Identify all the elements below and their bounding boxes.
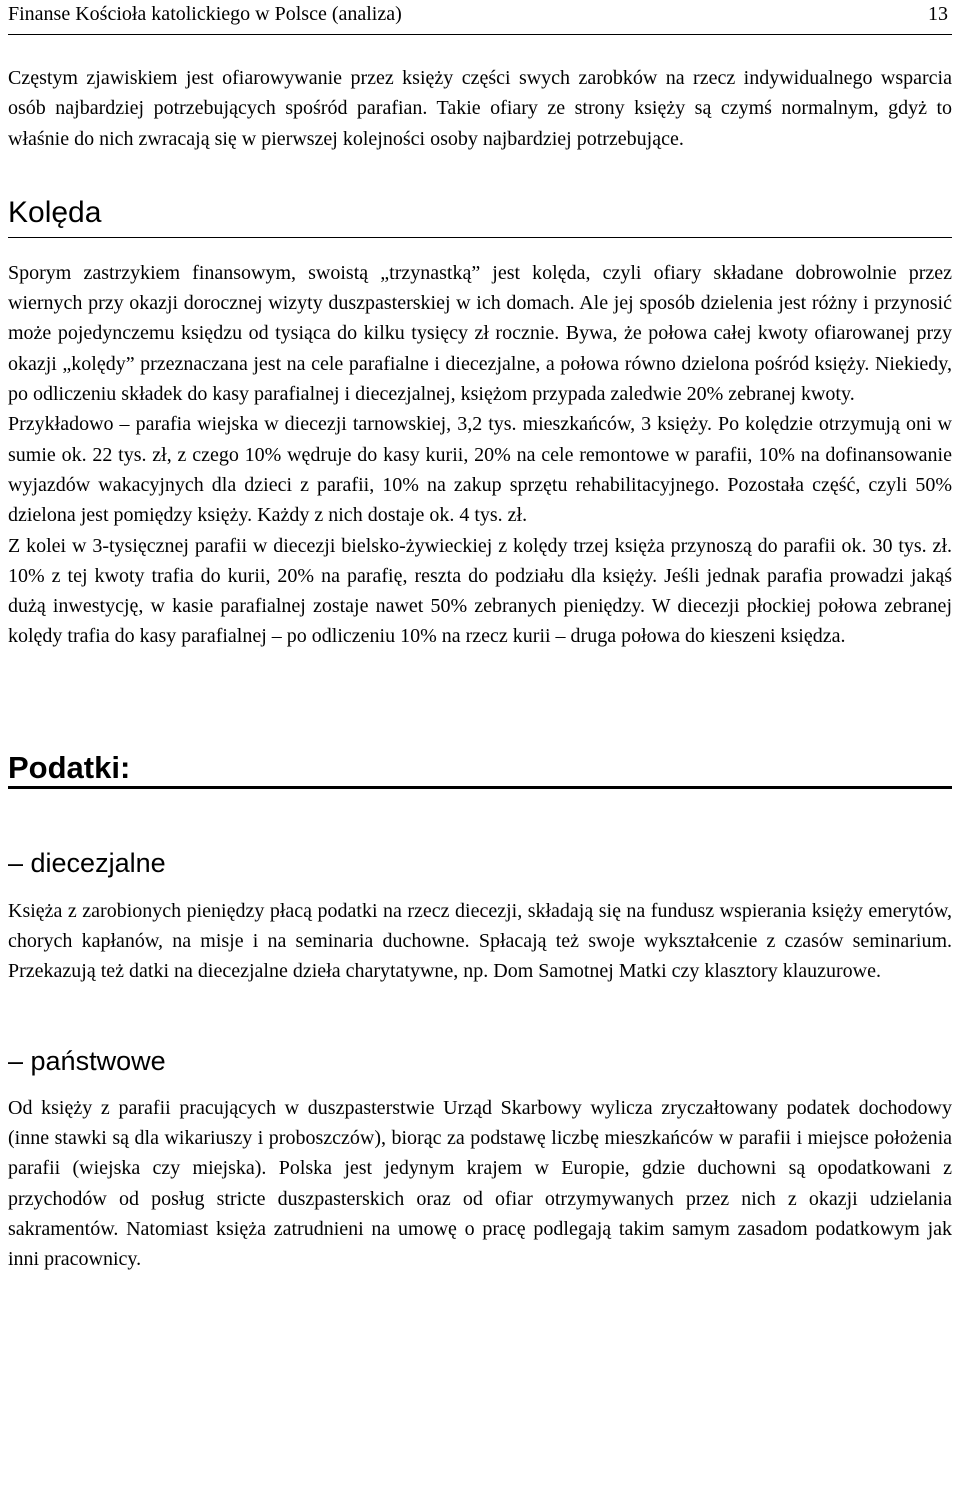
document-page: [8, 0, 952, 1274]
koleda-heading-text: Kolęda: [8, 195, 102, 229]
header-title: Finanse Kościoła katolickiego w Polsce (analiza): [8, 3, 402, 25]
podatki-section-heading: [8, 750, 952, 789]
koleda-paragraph-2: Przykładowo – parafia wiejska w diecezji tarnowskiej, 3,2 tys. mieszkańców, 3 księży. Po kolędzie otrzymują oni w sumie ok. 22 tys. zł, z czego 10% wędruje do kasy kurii, 20% na cele remontowe w parafii, 10% na dofinansowanie wyjazdów wakacyjnych dla dzieci z parafii, 10% na zakup sprzętu rehabilitacyjnego. Pozostała część, czyli 50% dzielona jest pomiędzy księży. Każdy z nich dostaje ok. 4 tys. zł.: [8, 413, 952, 527]
koleda-paragraph-1: Sporym zastrzykiem finansowym, swoistą „trzynastką” jest kolęda, czyli ofiary składane dobrowolnie przez wiernych przy okazji dorocznej wizyty duszpasterskiej w ich domach. Ale jej sposób dzielenia jest różny i przynosić może pojedynczemu księdzu od tysiąca do kilku tysięcy zł rocznie. Bywa, że połowa całej kwoty ofiarowanej przy okazji „kolędy” przeznaczana jest na cele parafialne i diecezjalne, a połowa równo dzielona pośród księży. Niekiedy, po odliczeniu składek do kasy parafialnej i diecezjalnej, księżom przypada zaledwie 20% zebranej kwoty.: [8, 261, 952, 406]
podatki-heading-text: Podatki:: [8, 749, 131, 785]
koleda-paragraph-3: Z kolei w 3-tysięcznej parafii w diecezji bielsko-żywieckiej z kolędy trzej księża przynoszą do parafii ok. 30 tys. zł. 10% z tej kwoty trafia do kurii, 20% na parafię, reszta do podziału dla księży. Jeśli jednak parafia prowadzi jakąś dużą inwestycję, w kasie parafialnej zostaje nawet 50% zebranych pieniędzy. W diecezji płockiej połowa zebranej kolędy trafia do kasy parafialnej – po odliczeniu 10% na rzecz kurii – druga połowa do kieszeni księdza.: [8, 534, 952, 648]
intro-paragraph: Częstym zjawiskiem jest ofiarowywanie przez księży części swych zarobków na rzecz indywidualnego wsparcia osób najbardziej potrzebujących spośród parafian. Takie ofiary ze strony księży są czymś normalnym, gdyż to właśnie do nich zwracają się w pierwszej kolejności osoby najbardziej potrzebujące.: [8, 67, 952, 150]
page-number: 13: [928, 3, 948, 25]
panstwowe-paragraph: Od księży z parafii pracujących w duszpasterstwie Urząd Skarbowy wylicza zryczałtowany podatek dochodowy (inne stawki są dla wikariuszy i proboszczów), biorąc za podstawę liczbę mieszkańców w parafii i miejsce położenia parafii (wiejska czy miejska). Polska jest jedynym krajem w Europie, gdzie duchowni są opodatkowani z przychodów od posług stricte duszpasterskich oraz od ofiar otrzymywanych przez nich z okazji udzielania sakramentów. Natomiast księża zatrudnieni na umowę o pracę podlegają takim samym zasadom podatkowym jak inni pracownicy.: [8, 1096, 952, 1271]
koleda-section-heading: [8, 195, 952, 238]
running-header: [8, 0, 952, 35]
panstwowe-subheading: – państwowe: [8, 1045, 166, 1076]
diecezjalne-paragraph: Księża z zarobionych pieniędzy płacą podatki na rzecz diecezji, składają się na fundusz wspierania księży emerytów, chorych kapłanów, na misje i na seminaria duchowne. Spłacają też swoje wykształcenie z czasów seminarium. Przekazują też datki na diecezjalne dzieła charytatywne, np. Dom Samotnej Matki czy klasztory klauzurowe.: [8, 899, 952, 983]
diecezjalne-subheading: – diecezjalne: [8, 847, 166, 878]
